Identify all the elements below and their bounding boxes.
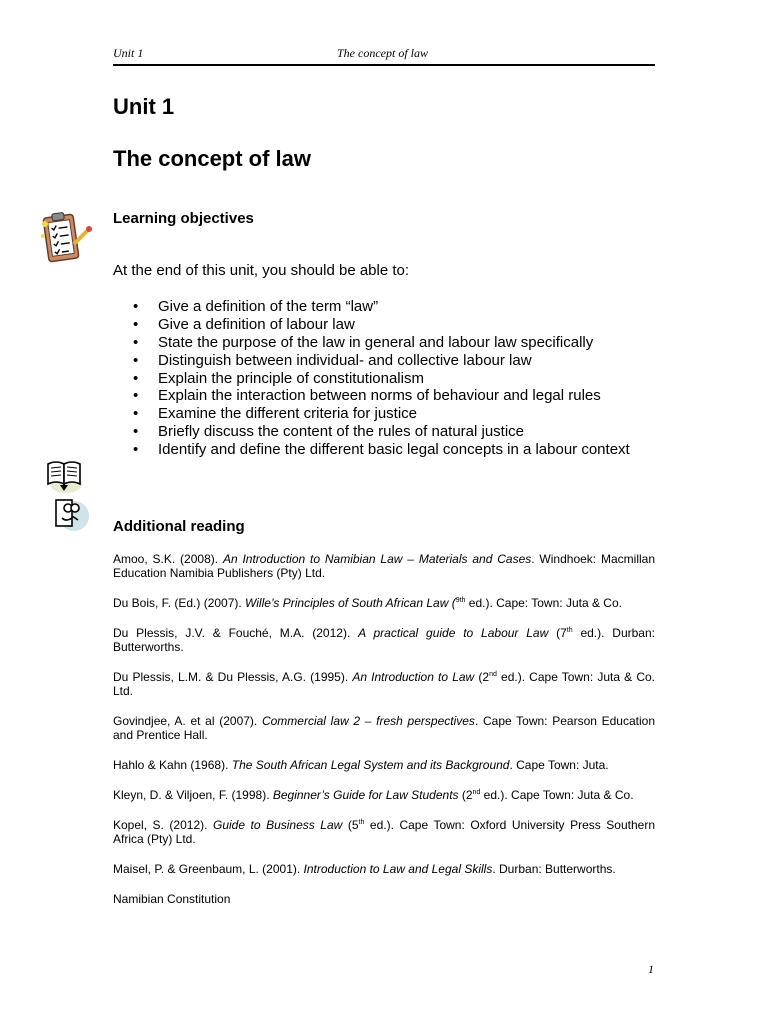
list-item: • Give a definition of labour law [113, 316, 630, 334]
reference-item: Du Plessis, L.M. & Du Plessis, A.G. (1995). An Introduction to Law (2nd ed.). Cape Town: Juta & Co. Ltd. [113, 670, 655, 698]
list-item: • Examine the different criteria for justice [113, 405, 630, 423]
list-item: • State the purpose of the law in general and labour law specifically [113, 334, 630, 352]
reference-item: Du Bois, F. (Ed.) (2007). Wille’s Principles of South African Law ($^{9th}$ ed.). Cape: Town: Juta & Co. [113, 596, 622, 610]
reader-figure-icon [50, 496, 90, 534]
reference-item: Kleyn, D. & Viljoen, F. (1998). Beginner’s Guide for Law Students (2nd ed.). Cape Town: Juta & Co. [113, 788, 634, 802]
list-item: • Explain the interaction between norms of behaviour and legal rules [113, 387, 630, 405]
header-unit: Unit 1 [113, 46, 144, 60]
running-header [113, 46, 655, 66]
list-item: • Identify and define the different basic legal concepts in a labour context [113, 441, 630, 459]
page-number: 1 [648, 962, 654, 976]
reference-item: Du Plessis, J.V. & Fouché, M.A. (2012). A practical guide to Labour Law (7th ed.). Durban: Butterworths. [113, 626, 655, 654]
unit-title: Unit 1 [113, 94, 175, 119]
concept-title: The concept of law [113, 146, 312, 171]
reference-item: Kopel, S. (2012). Guide to Business Law (5th ed.). Cape Town: Oxford University Press Southern Africa (Pty) Ltd. [113, 818, 655, 846]
additional-reading-heading: Additional reading [113, 518, 245, 535]
reference-item: Hahlo & Kahn (1968). The South African Legal System and its Background. Cape Town: Juta. [113, 758, 609, 772]
reference-item: Amoo, S.K. (2008). An Introduction to Namibian Law – Materials and Cases. Windhoek: Macmillan Education Namibia Publishers (Pty) Ltd. [113, 552, 655, 580]
open-book-icon [44, 458, 84, 494]
clipboard-checklist-icon [38, 210, 94, 264]
list-item: • Explain the principle of constitutionalism [113, 370, 630, 388]
list-item: • Distinguish between individual- and collective labour law [113, 352, 630, 370]
list-item: • Give a definition of the term “law” [113, 298, 630, 316]
reference-item: Namibian Constitution [113, 892, 231, 906]
reference-item: Govindjee, A. et al (2007). Commercial law 2 – fresh perspectives. Cape Town: Pearson Education and Prentice Hall. [113, 714, 655, 742]
reference-item: Maisel, P. & Greenbaum, L. (2001). Introduction to Law and Legal Skills. Durban: Butterworths. [113, 862, 616, 876]
objectives-intro: At the end of this unit, you should be able to: [113, 262, 410, 279]
objectives-list [113, 298, 630, 459]
reference-list [113, 552, 655, 922]
header-title: The concept of law [337, 46, 428, 60]
list-item: • Briefly discuss the content of the rules of natural justice [113, 423, 630, 441]
learning-objectives-heading: Learning objectives [113, 210, 254, 227]
